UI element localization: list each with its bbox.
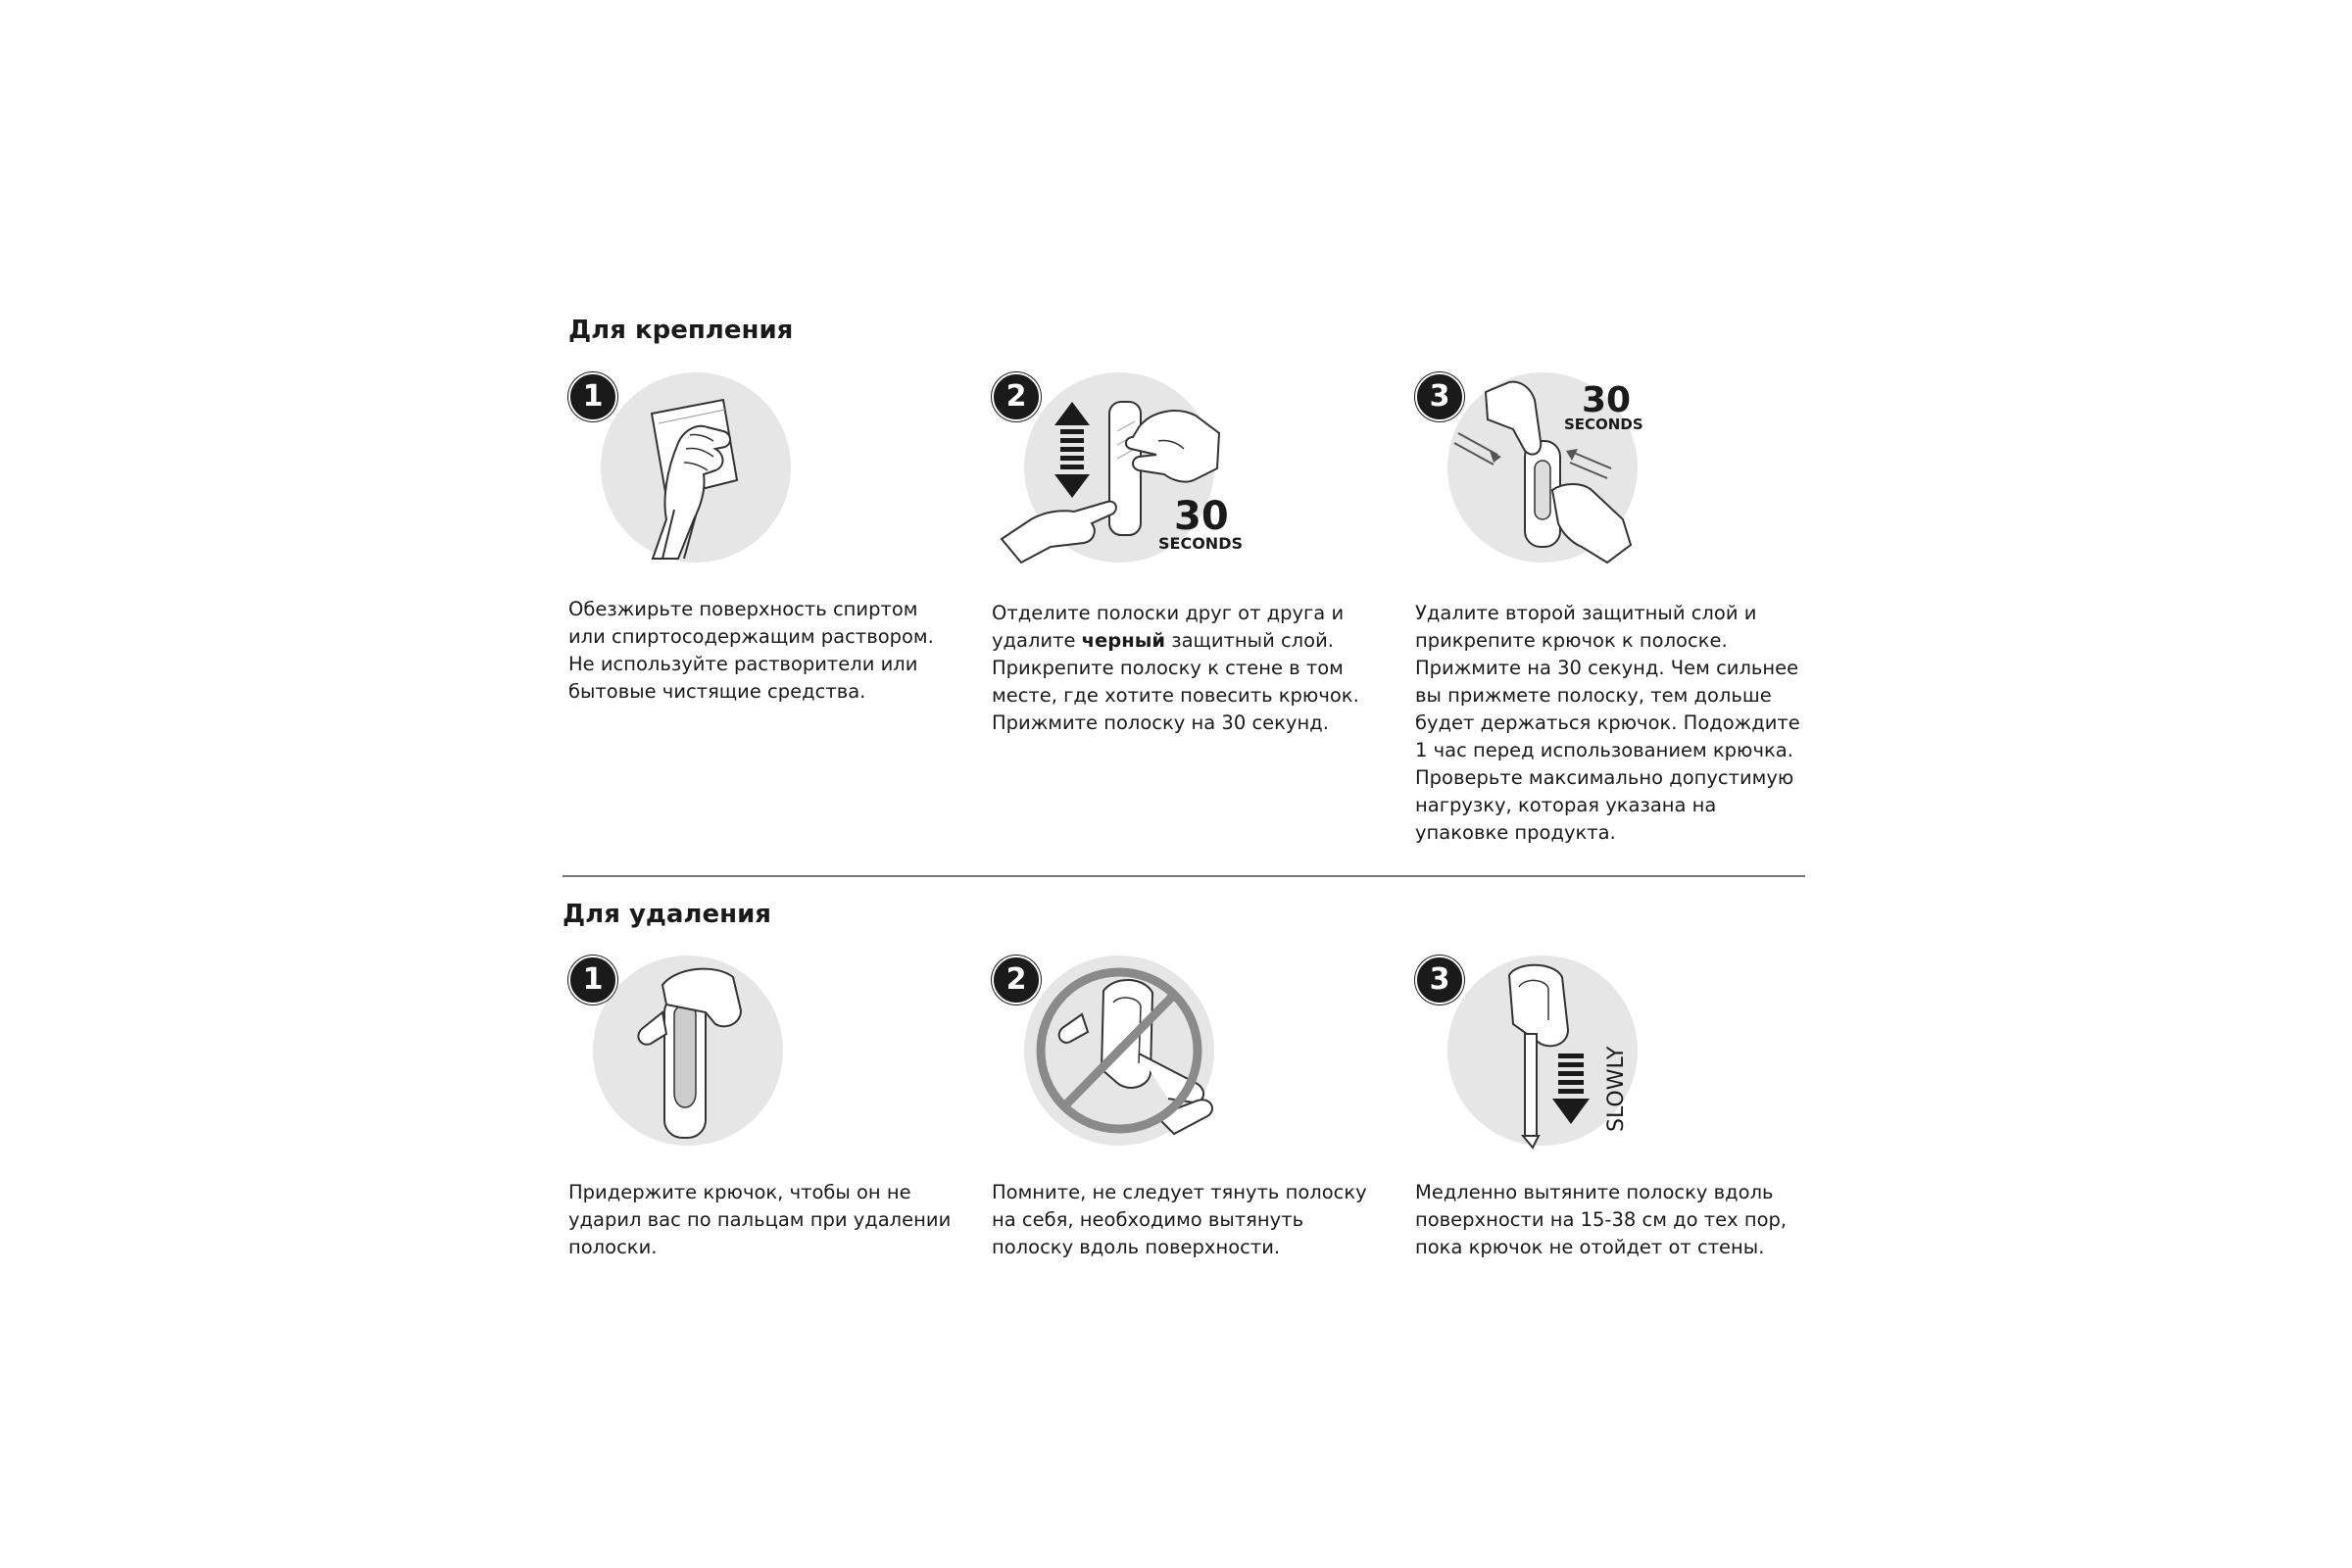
section-title-removal: Для удаления bbox=[563, 900, 771, 929]
step-description: Помните, не следует тянуть полоску на себя, необходимо вытянуть полоску вдоль поверхности. bbox=[992, 1181, 1367, 1258]
mount-step-3 bbox=[1415, 372, 1827, 862]
seconds-value-label: 30 bbox=[1582, 380, 1632, 420]
separate-strips-icon bbox=[992, 372, 1364, 588]
step-number-badge: 2 bbox=[992, 372, 1041, 421]
seconds-unit-label: SECONDS bbox=[1564, 416, 1643, 433]
step-description: Медленно вытяните полоску вдоль поверхности на 15-38 см до тех пор, пока крючок не отойдет от стены. bbox=[1415, 1181, 1788, 1258]
step-description: Отделите полоски друг от друга и удалите черный защитный слой. Прикрепите полоску к стене в том месте, где хотите повесить крючок. Прижмите полоску на 30 секунд. bbox=[992, 602, 1359, 734]
stretch-slowly-icon bbox=[1415, 956, 1788, 1171]
do-not-pull-icon bbox=[992, 956, 1364, 1171]
mount-step-1 bbox=[568, 372, 980, 706]
remove-step-2 bbox=[992, 956, 1403, 1269]
step-description: Придержите крючок, чтобы он не ударил вас по пальцам при удалении полоски. bbox=[568, 1181, 952, 1258]
slowly-label: SLOWLY bbox=[1604, 1046, 1629, 1132]
step-description: Удалите второй защитный слой и прикрепите крючок к полоске. Прижмите на 30 секунд. Чем сильнее вы прижмете полоску, тем дольше будет держаться крючок. Подождите 1 час перед использованием крючка. Проверьте максимально допустимую нагрузку, которая указана на упаковке продукта. bbox=[1415, 602, 1800, 844]
press-hook-icon bbox=[1415, 372, 1788, 588]
step-number-badge: 2 bbox=[992, 956, 1041, 1004]
seconds-value-label: 30 bbox=[1174, 494, 1229, 539]
remove-step-1 bbox=[568, 956, 980, 1269]
step-number-badge: 1 bbox=[568, 956, 617, 1004]
remove-step-3 bbox=[1415, 956, 1827, 1269]
section-title-mounting: Для крепления bbox=[568, 316, 794, 345]
wipe-surface-icon bbox=[568, 372, 941, 588]
mount-step-2 bbox=[992, 372, 1403, 745]
section-divider bbox=[563, 875, 1805, 877]
seconds-unit-label: SECONDS bbox=[1158, 534, 1243, 553]
step-number-badge: 1 bbox=[568, 372, 617, 421]
step-number-badge: 3 bbox=[1415, 372, 1464, 421]
hold-hook-icon bbox=[568, 956, 941, 1171]
step-description: Обезжирьте поверхность спиртом или спиртосодержащим раствором. Не используйте растворители или бытовые чистящие средства. bbox=[568, 598, 934, 703]
step-number-badge: 3 bbox=[1415, 956, 1464, 1004]
